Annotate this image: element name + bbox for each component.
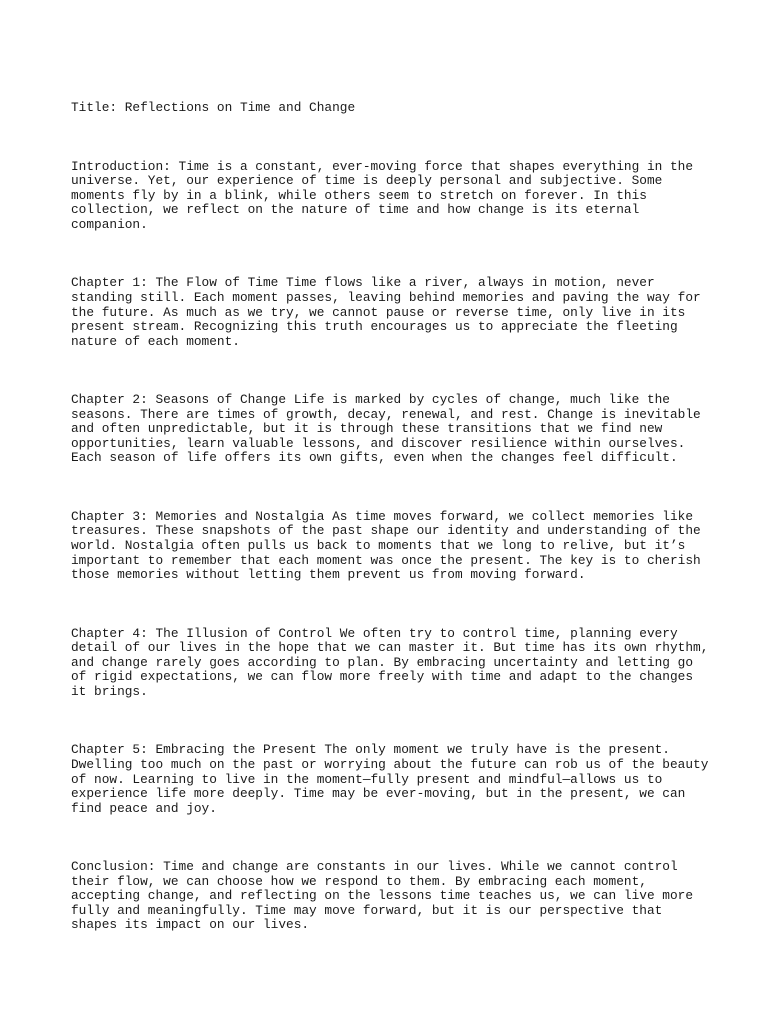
paragraph-chapter-4: Chapter 4: The Illusion of Control We often try to control time, planning every detail of our lives in the hope that we can master it. But time has its own rhythm, and change rarely goes according to plan. By embracing uncertainty and letting go of rigid expectations, we can flow more freely with time and adapt to the changes it brings. <box>71 625 709 699</box>
document-title: Title: Reflections on Time and Change <box>71 100 356 116</box>
paragraph-chapter-1: Chapter 1: The Flow of Time Time flows like a river, always in motion, never standing still. Each moment passes, leaving behind memories and paving the way for the future. As much as we try, we cannot pause or reverse time, only live in its present stream. Recognizing this truth encourages us to appreciate the fleeting nature of each moment. <box>71 275 701 349</box>
document-page <box>71 72 711 962</box>
paragraph-chapter-2: Chapter 2: Seasons of Change Life is marked by cycles of change, much like the seasons. There are times of growth, decay, renewal, and rest. Change is inevitable and often unpredictable, but it is through these transitions that we find new opportunities, learn valuable lessons, and discover resilience within ourselves. Each season of life offers its own gifts, even when the changes feel difficult. <box>71 392 701 466</box>
paragraph-introduction: Introduction: Time is a constant, ever-moving force that shapes everything in the universe. Yet, our experience of time is deeply personal and subjective. Some moments fly by in a blink, while others seem to stretch on forever. In this collection, we reflect on the nature of time and how change is its eternal companion. <box>71 158 694 232</box>
paragraph-conclusion: Conclusion: Time and change are constants in our lives. While we cannot control their flow, we can choose how we respond to them. By embracing each moment, accepting change, and reflecting on the lessons time teaches us, we can live more fully and meaningfully. Time may move forward, but it is our perspective that shapes its impact on our lives. <box>71 859 694 933</box>
paragraph-chapter-3: Chapter 3: Memories and Nostalgia As time moves forward, we collect memories like treasures. These snapshots of the past shape our identity and understanding of the world. Nostalgia often pulls us back to moments that we long to relive, but it’s important to remember that each moment was once the present. The key is to cherish those memories without letting them prevent us from moving forward. <box>71 508 701 583</box>
paragraph-chapter-5: Chapter 5: Embracing the Present The only moment we truly have is the present. Dwelling too much on the past or worrying about the future can rob us of the beauty of now. Learning to live in the moment—fully present and mindful—allows us to experience life more deeply. Time may be ever-moving, but in the present, we can find peace and joy. <box>71 742 709 816</box>
